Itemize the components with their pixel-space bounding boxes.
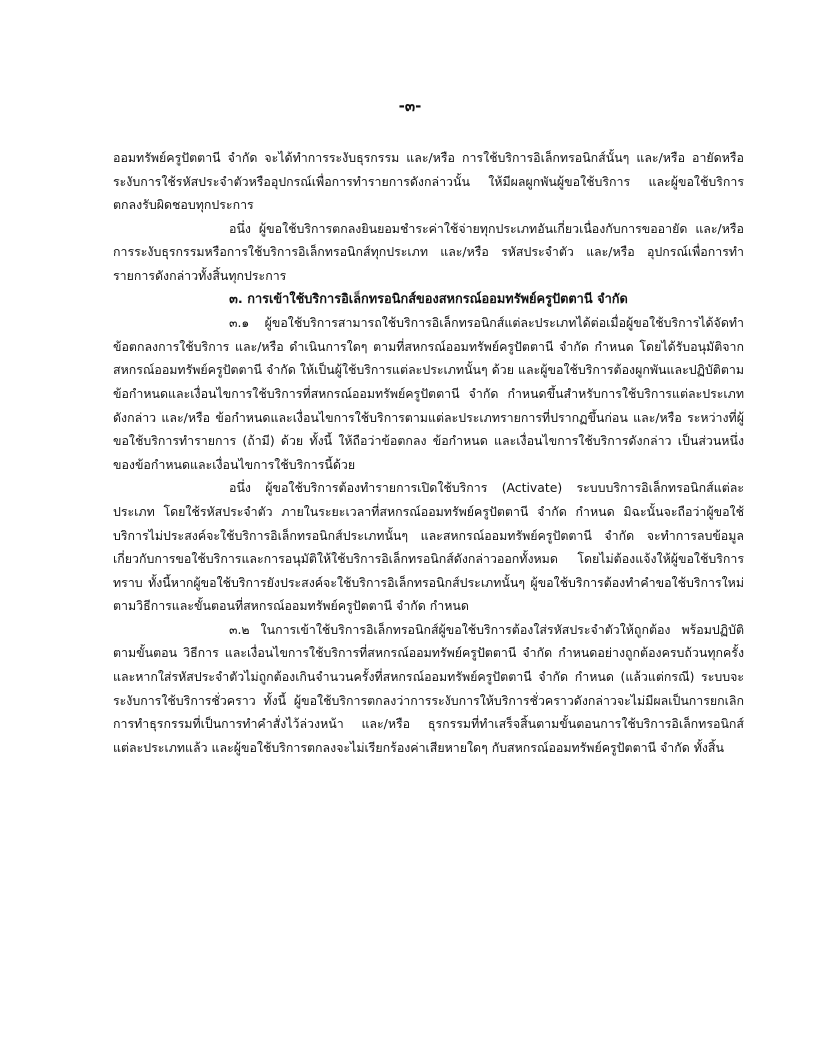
page-number: -๓- xyxy=(398,97,422,115)
clause-3-1: ๓.๑ ผู้ขอใช้บริการสามารถใช้บริการอิเล็กทรอนิกส์แต่ละประเภทได้ต่อเมื่อผู้ขอใช้บริการได้จัดทำข้อตกลงการใช้บริการ และ/หรือ ดำเนินการใดๆ ตามที่สหกรณ์ออมทรัพย์ครูปัตตานี จำกัด กำหนด โดยได้รับอนุมัติจากสหกรณ์ออมทรัพย์ครูปัตตานี จำกัด ให้เป็นผู้ใช้บริการแต่ละประเภทนั้นๆ ด้วย และผู้ขอใช้บริการต้องผูกพันและปฏิบัติตามข้อกำหนดและเงื่อนไขการใช้บริการที่สหกรณ์ออมทรัพย์ครูปัตตานี จำกัด กำหนดขึ้นสำหรับการใช้บริการแต่ละประเภทดังกล่าว และ/หรือ ข้อกำหนดและเงื่อนไขการใช้บริการตามแต่ละประเภทรายการที่ปรากฏขึ้นก่อน และ/หรือ ระหว่างที่ผู้ขอใช้บริการทำรายการ (ถ้ามี) ด้วย ทั้งนี้ ให้ถือว่าข้อตกลง ข้อกำหนด และเงื่อนไขการใช้บริการดังกล่าว เป็นส่วนหนึ่งของข้อกำหนดและเงื่อนไขการใช้บริการนี้ด้วย xyxy=(113,315,744,472)
document-body xyxy=(113,146,744,759)
section-heading-3: ๓. การเข้าใช้บริการอิเล็กทรอนิกส์ของสหกรณ์ออมทรัพย์ครูปัตตานี จำกัด xyxy=(229,291,628,307)
paragraph-fees-consent: อนึ่ง ผู้ขอใช้บริการตกลงยินยอมชำระค่าใช้จ่ายทุกประเภทอันเกี่ยวเนื่องกับการขออายัด และ/หรือ การระงับธุรกรรมหรือการใช้บริการอิเล็กทรอนิกส์ทุกประเภท และ/หรือ รหัสประจำตัว และ/หรือ อุปกรณ์เพื่อการทำรายการดังกล่าวทั้งสิ้นทุกประการ xyxy=(113,220,744,283)
clause-3-1-activation: อนึ่ง ผู้ขอใช้บริการต้องทำรายการเปิดใช้บริการ (Activate) ระบบบริการอิเล็กทรอนิกส์แต่ละประเภท โดยใช้รหัสประจำตัว ภายในระยะเวลาที่สหกรณ์ออมทรัพย์ครูปัตตานี จำกัด กำหนด มิฉะนั้นจะถือว่าผู้ขอใช้บริการไม่ประสงค์จะใช้บริการอิเล็กทรอนิกส์ประเภทนั้นๆ และสหกรณ์ออมทรัพย์ครูปัตตานี จำกัด จะทำการลบข้อมูลเกี่ยวกับการขอใช้บริการและการอนุมัติให้ใช้บริการอิเล็กทรอนิกส์ดังกล่าวออกทั้งหมด โดยไม่ต้องแจ้งให้ผู้ขอใช้บริการทราบ ทั้งนี้หากผู้ขอใช้บริการยังประสงค์จะใช้บริการอิเล็กทรอนิกส์ประเภทนั้นๆ ผู้ขอใช้บริการต้องทำคำขอใช้บริการใหม่ ตามวิธีการและขั้นตอนที่สหกรณ์ออมทรัพย์ครูปัตตานี จำกัด กำหนด xyxy=(113,480,744,614)
clause-3-2: ๓.๒ ในการเข้าใช้บริการอิเล็กทรอนิกส์ผู้ขอใช้บริการต้องใส่รหัสประจำตัวให้ถูกต้อง พร้อมปฏิบัติตามขั้นตอน วิธีการ และเงื่อนไขการใช้บริการที่สหกรณ์ออมทรัพย์ครูปัตตานี จำกัด กำหนดอย่างถูกต้องครบถ้วนทุกครั้ง และหากใส่รหัสประจำตัวไม่ถูกต้องเกินจำนวนครั้งที่สหกรณ์ออมทรัพย์ครูปัตตานี จำกัด กำหนด (แล้วแต่กรณี) ระบบจะระงับการใช้บริการชั่วคราว ทั้งนี้ ผู้ขอใช้บริการตกลงว่าการระงับการให้บริการชั่วคราวดังกล่าวจะไม่มีผลเป็นการยกเลิกการทำธุรกรรมที่เป็นการทำคำสั่งไว้ล่วงหน้า และ/หรือ ธุรกรรมที่ทำเสร็จสิ้นตามขั้นตอนการใช้บริการอิเล็กทรอนิกส์แต่ละประเภทแล้ว และผู้ขอใช้บริการตกลงจะไม่เรียกร้องค่าเสียหายใดๆ กับสหกรณ์ออมทรัพย์ครูปัตตานี จำกัด ทั้งสิ้น xyxy=(113,621,744,755)
paragraph-suspension-continuation: ออมทรัพย์ครูปัตตานี จำกัด จะได้ทำการระงับธุรกรรม และ/หรือ การใช้บริการอิเล็กทรอนิกส์นั้นๆ และ/หรือ อายัดหรือระงับการใช้รหัสประจำตัวหรืออุปกรณ์เพื่อการทำรายการดังกล่าวนั้น ให้มีผลผูกพันผู้ขอใช้บริการ และผู้ขอใช้บริการตกลงรับผิดชอบทุกประการ xyxy=(113,150,744,213)
